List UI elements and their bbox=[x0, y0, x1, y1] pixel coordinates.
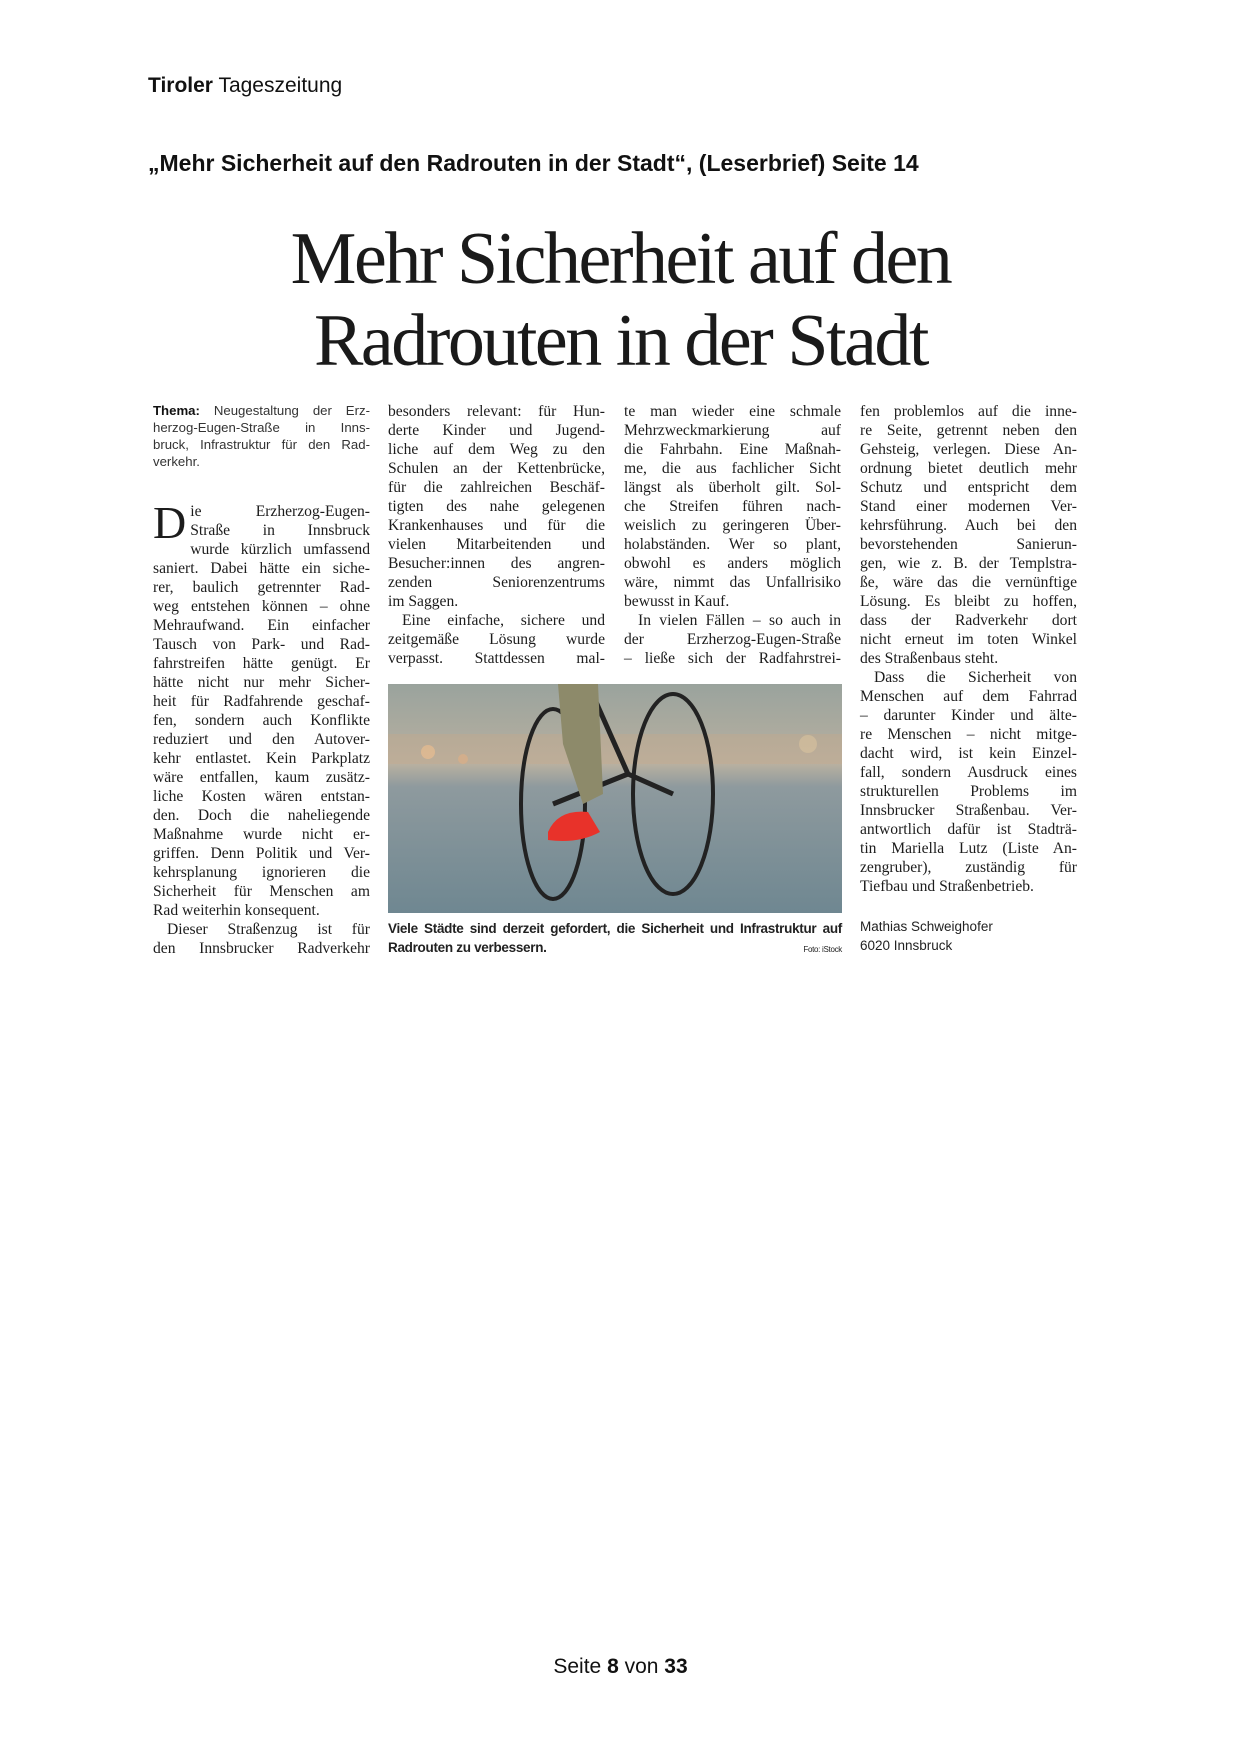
column-2 bbox=[388, 402, 605, 668]
body-text-line: saniert. Dabei hätte ein siche- bbox=[153, 560, 370, 577]
article-reference: „Mehr Sicherheit auf den Radrouten in der Stadt“, (Leserbrief) Seite 14 bbox=[148, 150, 919, 176]
body-text-line: wurde kürzlich umfassend bbox=[190, 541, 370, 558]
body-text-line: verpasst. Stattdessen mal- bbox=[388, 650, 605, 667]
body-text-line: griffen. Denn Politik und Ver- bbox=[153, 845, 370, 862]
body-text-line: fen, sondern auch Konflikte bbox=[153, 712, 370, 729]
body-text-line: Menschen auf dem Fahrrad bbox=[860, 688, 1077, 705]
body-text-line: Schutz und entspricht dem bbox=[860, 479, 1077, 496]
body-text-line: den. Doch die naheliegende bbox=[153, 807, 370, 824]
body-text-line: reduziert und den Autover- bbox=[153, 731, 370, 748]
body-text-line: heit für Radfahrende geschaf- bbox=[153, 693, 370, 710]
body-text-line: Innsbrucker Straßenbau. Ver- bbox=[860, 802, 1077, 819]
footer-middle: von bbox=[624, 1655, 659, 1678]
publication-name bbox=[148, 74, 342, 98]
thema-line bbox=[153, 453, 370, 470]
body-text-line: strukturellen Problems im bbox=[860, 783, 1077, 800]
body-text-line: re Seite, getrennt neben den bbox=[860, 422, 1077, 439]
body-text-line: Krankenhauses und für die bbox=[388, 517, 605, 534]
body-text-line: hätte nicht nur mehr Sicher- bbox=[153, 674, 370, 691]
column-1 bbox=[153, 402, 370, 958]
body-text-line: Lösung. Es bleibt zu hoffen, bbox=[860, 593, 1077, 610]
body-text-line: antwortlich dafür ist Stadträ- bbox=[860, 821, 1077, 838]
body-text-line: weg entstehen können – ohne bbox=[153, 598, 370, 615]
body-text-line: Rad weiterhin konsequent. bbox=[153, 902, 320, 919]
body-text-line: kehrsführung. Auch bei den bbox=[860, 517, 1077, 534]
body-text-line: des Straßenbaus steht. bbox=[860, 650, 999, 667]
body-text-line: wäre entfallen, kaum zusätz- bbox=[153, 769, 370, 786]
body-text-line: längst als überholt gilt. Sol- bbox=[624, 479, 841, 496]
body-text-line: der Erzherzog-Eugen-Straße bbox=[624, 631, 841, 648]
photo-caption bbox=[388, 919, 842, 957]
body-text-line: che Streifen führen nach- bbox=[624, 498, 841, 515]
thema-text: Neugestaltung der Erz- bbox=[213, 403, 370, 418]
body-text-line: bewusst in Kauf. bbox=[624, 593, 730, 610]
body-text-line: – darunter Kinder und älte- bbox=[860, 707, 1077, 724]
headline-line-1: Mehr Sicherheit auf den bbox=[290, 218, 951, 300]
body-text-line: die Fahrbahn. Eine Maßnah- bbox=[624, 441, 841, 458]
body-text-line: Sicherheit für Menschen am bbox=[153, 883, 370, 900]
current-page: 8 bbox=[607, 1655, 619, 1678]
body-text-line: te man wieder eine schmale bbox=[624, 403, 841, 420]
body-text-line: vielen Mitarbeitenden und bbox=[388, 536, 605, 553]
body-text-line: besonders relevant: für Hun- bbox=[388, 403, 605, 420]
thema-text: verkehr. bbox=[153, 454, 200, 469]
body-text-line: Maßnahme wurde nicht er- bbox=[153, 826, 370, 843]
headline bbox=[150, 218, 1091, 382]
author-signature bbox=[860, 917, 993, 955]
body-text-line: kehrsplanung ignorieren die bbox=[153, 864, 370, 881]
thema-label: Thema: bbox=[153, 403, 200, 418]
body-text-line: Stand einer modernen Ver- bbox=[860, 498, 1077, 515]
road-background bbox=[388, 684, 842, 913]
thema-line bbox=[153, 436, 370, 453]
body-text-line: re Menschen – nicht mitge- bbox=[860, 726, 1077, 743]
body-text-line: liche Kosten wären entstan- bbox=[153, 788, 370, 805]
thema-line bbox=[153, 419, 370, 436]
photo-credit: Foto: iStock bbox=[803, 945, 842, 954]
body-text-line: dacht wird, ist kein Einzel- bbox=[860, 745, 1077, 762]
body-text-line: tigten des nahe gelegenen bbox=[388, 498, 605, 515]
brand-rest: Tageszeitung bbox=[218, 74, 343, 97]
column-4 bbox=[860, 402, 1077, 896]
body-text-line: den Innsbrucker Radverkehr bbox=[153, 940, 370, 957]
headline-line-2: Radrouten in der Stadt bbox=[314, 300, 927, 382]
body-text-line: Tausch von Park- und Rad- bbox=[153, 636, 370, 653]
body-text-line: Dieser Straßenzug ist für bbox=[167, 921, 370, 938]
body-text-line: In vielen Fällen – so auch in bbox=[638, 612, 841, 629]
body-text-line: fahrstreifen hätte genügt. Er bbox=[153, 655, 370, 672]
body-text-line: Eine einfache, sichere und bbox=[402, 612, 605, 629]
body-text-line: Dass die Sicherheit von bbox=[874, 669, 1077, 686]
body-text-line: derte Kinder und Jugend- bbox=[388, 422, 605, 439]
body-text-line: im Saggen. bbox=[388, 593, 459, 610]
body-text-line: Besucher:innen des angren- bbox=[388, 555, 605, 572]
body-text-line: liche auf dem Weg zu den bbox=[388, 441, 605, 458]
body-text-line: Gehsteig, verlegen. Diese An- bbox=[860, 441, 1077, 458]
body-text-line: nicht erneut im toten Winkel bbox=[860, 631, 1077, 648]
thema-text: herzog-Eugen-Straße in Inns- bbox=[153, 420, 370, 435]
body-text-line: gen, wie z. B. der Templstra- bbox=[860, 555, 1077, 572]
caption-line-1: Viele Städte sind derzeit gefordert, die Sicherheit und Infrastruktur auf bbox=[388, 921, 842, 936]
page-footer bbox=[0, 1655, 1241, 1679]
caption-line-2: Radrouten zu verbessern. bbox=[388, 940, 547, 955]
body-text-line: tin Mariella Lutz (Liste An- bbox=[860, 840, 1077, 857]
body-text-line: weislich zu geringeren Über- bbox=[624, 517, 841, 534]
column-3 bbox=[624, 402, 841, 668]
thema-text: bruck, Infrastruktur für den Rad- bbox=[153, 437, 370, 452]
body-text-line: Straße in Innsbruck bbox=[190, 522, 370, 539]
body-text-line: rer, baulich getrennter Rad- bbox=[153, 579, 370, 596]
body-text-line: Mehrzweckmarkierung auf bbox=[624, 422, 841, 439]
body-text-line: fen problemlos auf die inne- bbox=[860, 403, 1077, 420]
body-text-line: dass der Radverkehr dort bbox=[860, 612, 1077, 629]
body-text-line: fall, sondern Ausdruck eines bbox=[860, 764, 1077, 781]
body-text-line: bevorstehenden Sanierun- bbox=[860, 536, 1077, 553]
author-name: Mathias Schweighofer bbox=[860, 919, 993, 934]
body-text-line: für die zahlreichen Beschäf- bbox=[388, 479, 605, 496]
body-text-line: zeitgemäße Lösung wurde bbox=[388, 631, 605, 648]
body-text-line: ie Erzherzog-Eugen- bbox=[190, 503, 370, 520]
bicycle-photo bbox=[388, 684, 842, 913]
body-text-line: Schulen an der Kettenbrücke, bbox=[388, 460, 605, 477]
body-text-line: wäre, nimmt das Unfallrisiko bbox=[624, 574, 841, 591]
footer-prefix: Seite bbox=[553, 1655, 602, 1678]
body-text-line: Tiefbau und Straßenbetrieb. bbox=[860, 878, 1034, 895]
body-text-line: holabständen. Wer so plant, bbox=[624, 536, 841, 553]
body-text-line: Mehraufwand. Ein einfacher bbox=[153, 617, 370, 634]
brand-bold: Tiroler bbox=[148, 74, 213, 97]
total-pages: 33 bbox=[664, 1655, 688, 1678]
author-city: 6020 Innsbruck bbox=[860, 938, 953, 953]
article-photo bbox=[388, 684, 842, 913]
body-text-line: – ließe sich der Radfahrstrei- bbox=[624, 650, 841, 667]
body-text-line: ße, wäre das die vernünftige bbox=[860, 574, 1077, 591]
body-text-line: ordnung bietet deutlich mehr bbox=[860, 460, 1077, 477]
thema-line bbox=[153, 402, 370, 419]
body-text-line: zenden Seniorenzentrums bbox=[388, 574, 605, 591]
body-text-line: kehr entlastet. Kein Parkplatz bbox=[153, 750, 370, 767]
body-text-line: zengruber), zuständig für bbox=[860, 859, 1077, 876]
body-text-line: me, die aus fachlicher Sicht bbox=[624, 460, 841, 477]
drop-cap: D bbox=[153, 497, 187, 548]
thema-box bbox=[153, 402, 370, 470]
body-text-line: obwohl es anders möglich bbox=[624, 555, 841, 572]
